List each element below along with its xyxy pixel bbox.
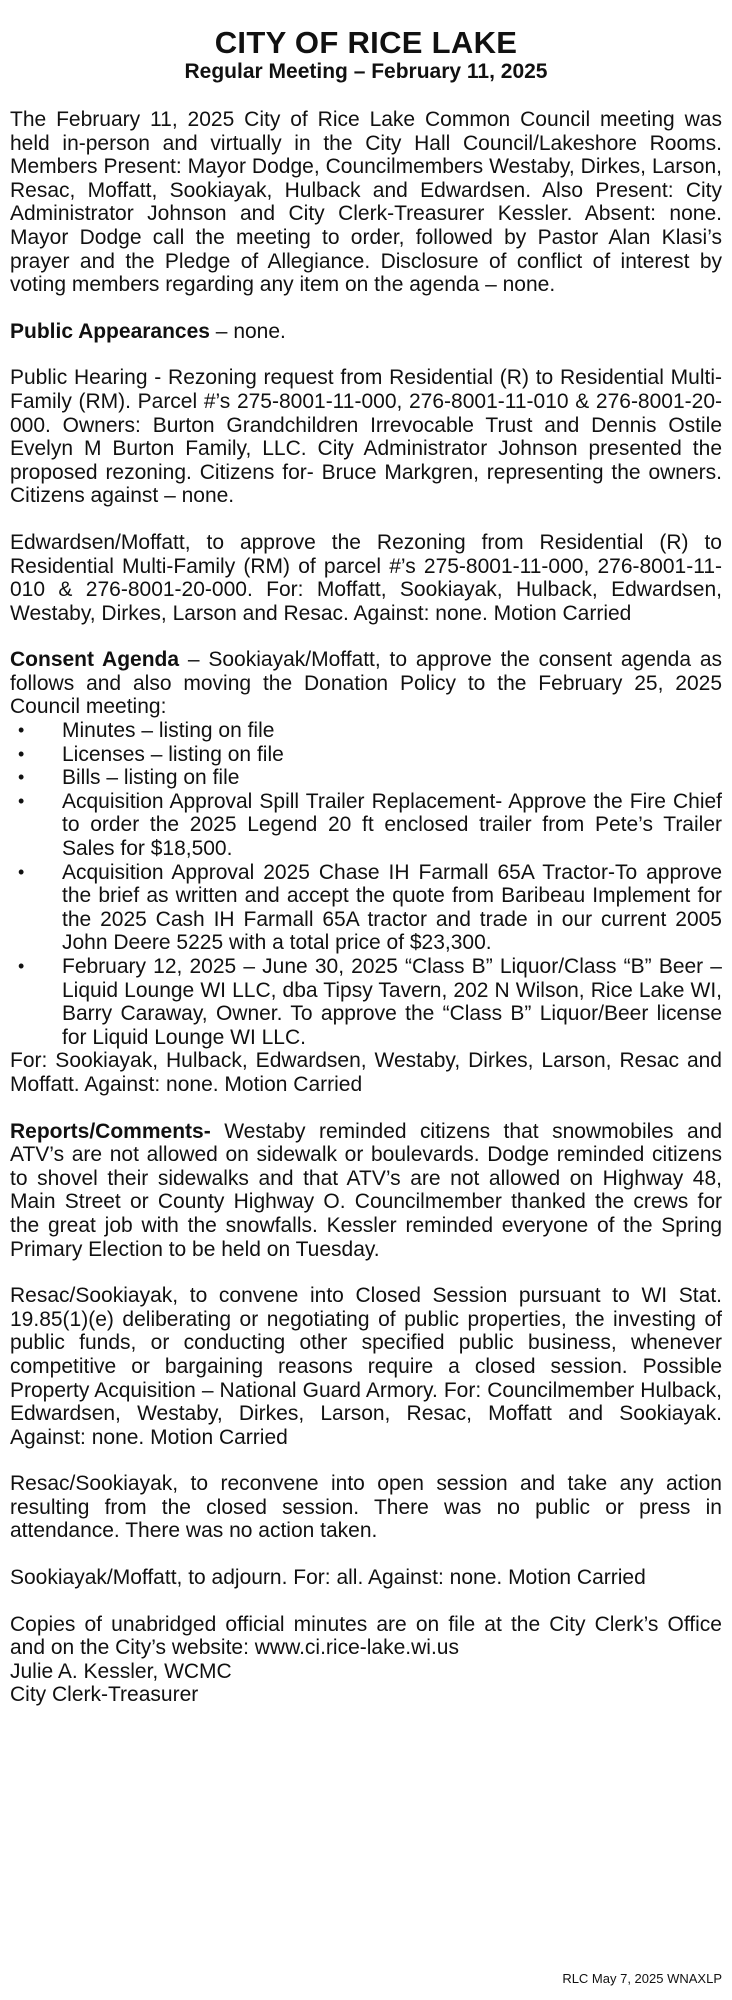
consent-agenda-list xyxy=(10,719,722,1049)
consent-agenda-vote: For: Sookiayak, Hulback, Edwardsen, Westaby, Dirkes, Larson, Resac and Moffatt. Against: none. Motion Carried xyxy=(10,1049,722,1096)
page-title: CITY OF RICE LAKE xyxy=(214,25,518,60)
list-item: • Minutes – listing on file xyxy=(62,719,722,743)
consent-agenda-heading: Consent Agenda xyxy=(10,648,180,672)
copies-paragraph: Copies of unabridged official minutes are on file at the City Clerk’s Office and on the City’s website: www.ci.rice-lake.wi.us xyxy=(10,1612,722,1660)
list-item: • Licenses – listing on file xyxy=(62,743,722,767)
public-appearances-heading: Public Appearances xyxy=(10,319,210,343)
public-hearing-paragraph: Public Hearing - Rezoning request from Residential (R) to Residential Multi-Family (RM). Parcel #’s 275-8001-11-000, 276-8001-11-010 & 276-8001-20-000. Owners: Burton Grandchildren Irrevocable Trust and Dennis Ostile Evelyn M Burton Family, LLC. City Administrator Johnson presented the proposed rezoning. Citizens for- Bruce Markgren, representing the owners. Citizens against – none. xyxy=(10,366,722,508)
meeting-subtitle: Regular Meeting – February 11, 2025 xyxy=(184,60,548,83)
signer-name: Julie A. Kessler, WCMC xyxy=(10,1659,232,1683)
intro-paragraph: The February 11, 2025 City of Rice Lake Common Council meeting was held in-person and virtually in the City Hall Council/Lakeshore Rooms. Members Present: Mayor Dodge, Councilmembers Westaby, Dirkes, Larson, Resac, Moffatt, Sookiayak, Hulback and Edwardsen. Also Present: City Administrator Johnson and City Clerk-Treasurer Kessler. Absent: none. Mayor Dodge call the meeting to order, followed by Pastor Alan Klasi’s prayer and the Pledge of Allegiance. Disclosure of conflict of interest by voting members regarding any item on the agenda – none. xyxy=(10,108,722,297)
adjourn-paragraph: Sookiayak/Moffatt, to adjourn. For: all. Against: none. Motion Carried xyxy=(10,1566,646,1590)
reports-text: Westaby reminded citizens that snowmobiles and ATV’s are not allowed on sidewalk or boulevards. Dodge reminded citizens to shovel their sidewalks and that ATV’s are not allowed on Highway 48, Main Street or County Highway O. Councilmember thanked the crews for the great job with the snowfalls. Kessler reminded everyone of the Spring Primary Election to be held on Tuesday. xyxy=(10,1119,722,1261)
public-appearances-text: – none. xyxy=(209,319,286,343)
signer-title: City Clerk-Treasurer xyxy=(10,1683,199,1707)
list-item: • February 12, 2025 – June 30, 2025 “Class B” Liquor/Class “B” Beer – Liquid Lounge WI LLC, dba Tipsy Tavern, 202 N Wilson, Rice Lake WI, Barry Caraway, Owner. To approve the “Class B” Liquor/Beer license for Liquid Lounge WI LLC. xyxy=(62,955,722,1049)
list-item: • Acquisition Approval 2025 Chase IH Farmall 65A Tractor-To approve the brief as written and accept the quote from Baribeau Implement for the 2025 Cash IH Farmall 65A tractor and trade in our current 2005 John Deere 5225 with a total price of $23,300. xyxy=(62,861,722,955)
publication-code: RLC May 7, 2025 WNAXLP xyxy=(562,1971,722,1986)
rezoning-motion-paragraph: Edwardsen/Moffatt, to approve the Rezoning from Residential (R) to Residential Multi-Family (RM) of parcel #’s 275-8001-11-000, 276-8001-11-010 & 276-8001-20-000. For: Moffatt, Sookiayak, Hulback, Edwardsen, Westaby, Dirkes, Larson and Resac. Against: none. Motion Carried xyxy=(10,530,722,625)
consent-agenda-paragraph xyxy=(10,648,722,719)
list-item: • Bills – listing on file xyxy=(62,766,722,790)
list-item: • Acquisition Approval Spill Trailer Replacement- Approve the Fire Chief to order the 2025 Legend 20 ft enclosed trailer from Pete’s Trailer Sales for $18,500. xyxy=(62,790,722,861)
consent-agenda-text: – Sookiayak/Moffatt, to approve the consent agenda as follows and also moving the Donation Policy to the February 25, 2025 Council meeting: xyxy=(10,648,723,719)
reports-heading: Reports/Comments- xyxy=(10,1119,211,1143)
closed-session-paragraph: Resac/Sookiayak, to convene into Closed Session pursuant to WI Stat. 19.85(1)(e) deliberating or negotiating of public properties, the investing of public funds, or conducting other specified public business, whenever competitive or bargaining reasons require a closed session. Possible Property Acquisition – National Guard Armory. For: Councilmember Hulback, Edwardsen, Westaby, Dirkes, Larson, Resac, Moffatt and Sookiayak. Against: none. Motion Carried xyxy=(10,1284,722,1449)
public-appearances-paragraph xyxy=(10,320,722,344)
reports-paragraph xyxy=(10,1120,722,1262)
reconvene-paragraph: Resac/Sookiayak, to reconvene into open session and take any action resulting from the closed session. There was no public or press in attendance. There was no action taken. xyxy=(10,1472,722,1543)
